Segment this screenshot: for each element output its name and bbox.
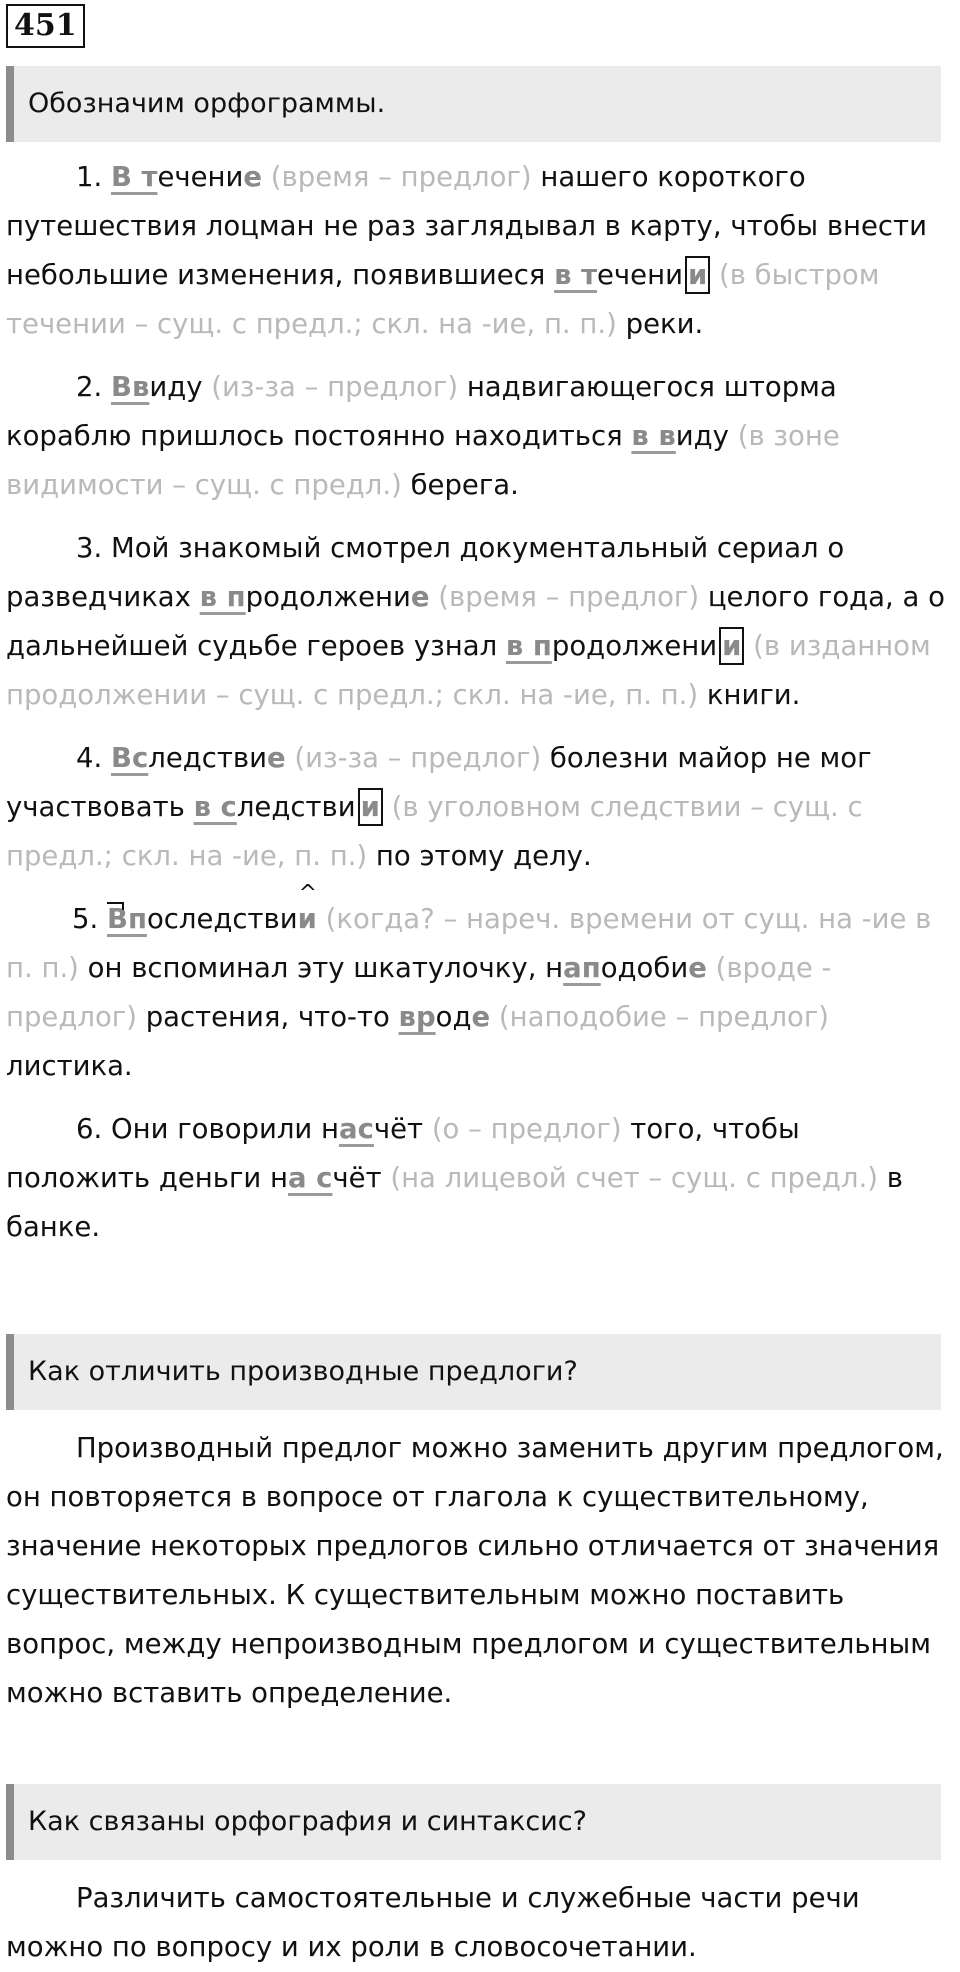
ending-arc: ^ и bbox=[297, 881, 318, 935]
sentence-5: 5. Впоследстви ^ и (когда? – нареч. времени от сущ. на -ие в п. п.) он вспоминал эту шкатулочку, наподобие (вроде - предлог) растения, что-то вроде (наподобие – предлог) листика. bbox=[6, 881, 932, 1082]
sentence-1: 1. В течение (время – предлог) нашего короткого путешествия лоцман не раз заглядывал в карту, чтобы внести небольшие изменения, появившиеся в течени и (в быстром течении – сущ. с предл.; скл. на -ие, п. п.) реки. bbox=[6, 161, 927, 340]
paragraph-prepositions: Производный предлог можно заменить другим предлогом, он повторяется в вопросе от глагола к существительному, значение некоторых предлогов сильно отличается от значения существительных. К существительным можно поставить вопрос, между непроизводным предлогом и существительным можно вставить определение. bbox=[6, 1432, 944, 1709]
answer-block bbox=[6, 153, 946, 1266]
ending-box: и bbox=[719, 627, 744, 665]
prepositions-text bbox=[6, 1424, 946, 1718]
sentence-2: 2. Ввиду (из-за – предлог) надвигающегося шторма кораблю пришлось постоянно находиться в виду (в зоне видимости – сущ. с предл.) берега. bbox=[6, 371, 840, 501]
ending-box: и bbox=[685, 256, 710, 294]
section-header-syntax: Как связаны орфография и синтаксис? bbox=[6, 1784, 941, 1860]
syntax-text bbox=[6, 1874, 946, 1972]
ending-box: и bbox=[358, 788, 383, 826]
prefix-mark: Вп bbox=[106, 903, 147, 935]
paragraph-syntax: Различить самостоятельные и служебные части речи можно по вопросу и их роли в словосочетании. bbox=[6, 1882, 860, 1963]
sentence-4: 4. Вследствие (из-за – предлог) болезни майор не мог участвовать в следстви и (в уголовном следствии – сущ. с предл.; скл. на -ие, п. п.) по этому делу. bbox=[6, 742, 872, 872]
prefix-mark-icon bbox=[107, 902, 124, 910]
task-number: 451 bbox=[6, 4, 85, 48]
sentence-6: 6. Они говорили насчёт (о – предлог) того, чтобы положить деньги на счёт (на лицевой счет – сущ. с предл.) в банке. bbox=[6, 1113, 903, 1243]
section-header-prepositions: Как отличить производные предлоги? bbox=[6, 1334, 941, 1410]
section-header-spelling: Обозначим орфограммы. bbox=[6, 66, 941, 142]
sentence-3: 3. Мой знакомый смотрел документальный сериал о разведчиках в продолжение (время – предлог) целого года, а о дальнейшей судьбе героев узнал в продолжени и (в изданном продолжении – сущ. с предл.; скл. на -ие, п. п.) книги. bbox=[6, 532, 945, 711]
